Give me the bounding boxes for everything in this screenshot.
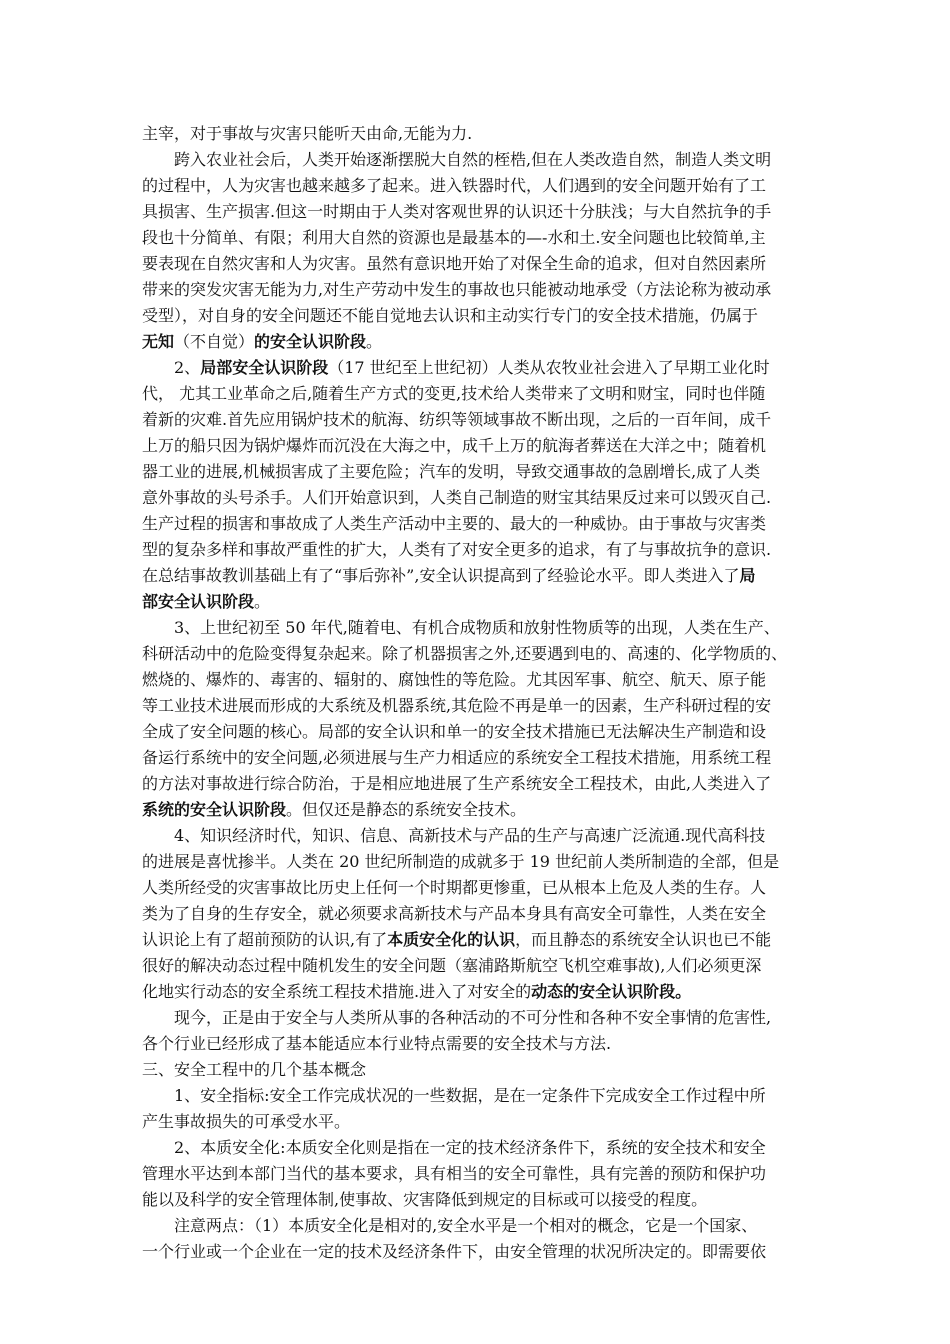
text-run: 器工业的进展,机械损害成了主要危险；汽车的发明，导致交通事故的急剧增长,成了人类	[142, 462, 761, 481]
text-line	[142, 953, 824, 979]
bold-text: 本质安全化的认识	[387, 930, 516, 949]
text-line	[142, 1161, 824, 1187]
text-run: 的进展是喜忧掺半。人类在 20 世纪所制造的成就多于 19 世纪前人类所制造的全部，但是	[142, 852, 780, 871]
text-run: 具损害、生产损害.但这一时期由于人类对客观世界的认识还十分肤浅；与大自然抗争的手	[142, 202, 772, 221]
text-line	[142, 667, 824, 693]
paragraph	[142, 1135, 824, 1213]
text-run: 型的复杂多样和事故严重性的扩大，人类有了对安全更多的追求，有了与事故抗争的意识.	[142, 540, 772, 559]
text-line	[142, 485, 824, 511]
text-run: 。但仅还是静态的系统安全技术。	[286, 800, 527, 819]
text-line	[142, 225, 824, 251]
text-line	[142, 433, 824, 459]
text-run: 产生事故损失的可承受水平。	[142, 1112, 351, 1131]
text-run: （17 世纪至上世纪初）人类从农牧业社会进入了早期工业化时	[328, 358, 770, 377]
text-line	[142, 875, 824, 901]
text-run: 认识论上有了超前预防的认识,有了	[142, 930, 388, 949]
text-line	[142, 303, 824, 329]
paragraph	[142, 147, 824, 355]
text-line	[142, 1083, 824, 1109]
text-run: 很好的解决动态过程中随机发生的安全问题（塞浦路斯航空飞机空难事故),人们必须更深	[142, 956, 762, 975]
text-line	[142, 589, 824, 615]
text-run: 的过程中，人为灾害也越来越多了起来。进入铁器时代，人们遇到的安全问题开始有了工	[142, 176, 767, 195]
text-line	[142, 407, 824, 433]
paragraph	[142, 1005, 824, 1057]
text-line	[142, 511, 824, 537]
text-run: 管理水平达到本部门当代的基本要求，具有相当的安全可靠性，具有完善的预防和保护功	[142, 1164, 767, 1183]
text-run: 备运行系统中的安全问题,必须进展与生产力相适应的系统安全工程技术措施，用系统工程	[142, 748, 772, 767]
text-line	[142, 1031, 824, 1057]
text-line	[142, 199, 824, 225]
text-run: 类为了自身的生存安全，就必须要求高新技术与产品本身具有高安全可靠性，人类在安全	[142, 904, 767, 923]
bold-text: 动态的安全认识阶段。	[531, 982, 692, 1001]
text-run: ，而且静态的系统安全认识也已不能	[515, 930, 772, 949]
text-run: 4、知识经济时代，知识、信息、高新技术与产品的生产与高速广泛流通.现代高科技	[174, 826, 766, 845]
text-line	[142, 979, 824, 1005]
text-run: 要表现在自然灾害和人为灾害。虽然有意识地开始了对保全生命的追求，但对自然因素所	[142, 254, 767, 273]
text-run: 注意两点：（1）本质安全化是相对的,安全水平是一个相对的概念，它是一个国家、	[174, 1216, 758, 1235]
text-line	[142, 1109, 824, 1135]
text-line	[142, 615, 824, 641]
text-run: 意外事故的头号杀手。人们开始意识到，人类自己制造的财宝其结果反过来可以毁灭自己.	[142, 488, 772, 507]
text-line	[142, 381, 824, 407]
text-line	[142, 563, 824, 589]
text-run: 在总结事故教训基础上有了“事后弥补”,安全认识提高到了经验论水平。即人类进入了	[142, 566, 740, 585]
text-line	[142, 771, 824, 797]
text-line	[142, 1005, 824, 1031]
paragraph	[142, 121, 824, 147]
document-body	[142, 121, 824, 1265]
text-line	[142, 277, 824, 303]
text-run: 跨入农业社会后，人类开始逐渐摆脱大自然的桎梏,但在人类改造自然，制造人类文明	[174, 150, 772, 169]
paragraph	[142, 355, 824, 615]
text-run: 一个行业或一个企业在一定的技术及经济条件下，由安全管理的状况所决定的。即需要依	[142, 1242, 767, 1261]
text-run: 带来的突发灾害无能为力,对生产劳动中发生的事故也只能被动地承受（方法论称为被动承	[142, 280, 772, 299]
text-run: 燃烧的、爆炸的、毒害的、辐射的、腐蚀性的等危险。尤其因军事、航空、航天、原子能	[142, 670, 767, 689]
text-run: 着新的灾难.首先应用锅炉技术的航海、纺织等领域事故不断出现，之后的一百年间，成千	[142, 410, 772, 429]
text-line	[142, 121, 824, 147]
paragraph	[142, 1057, 824, 1083]
text-line	[142, 693, 824, 719]
paragraph	[142, 823, 824, 1005]
text-run: （不自觉）	[174, 332, 255, 351]
text-line	[142, 251, 824, 277]
text-line	[142, 719, 824, 745]
bold-text: 局	[739, 566, 756, 585]
text-line	[142, 849, 824, 875]
text-run: 受型），对自身的安全问题还不能自觉地去认识和主动实行专门的安全技术措施，仍属于	[142, 306, 759, 325]
bold-text: 部安全认识阶段	[142, 592, 255, 611]
text-line	[142, 173, 824, 199]
text-line	[142, 329, 824, 355]
text-run: 人类所经受的灾害事故比历史上任何一个时期都更惨重，已从根本上危及人类的生存。人	[142, 878, 767, 897]
text-run: 2、本质安全化:本质安全化则是指在一定的技术经济条件下，系统的安全技术和安全	[174, 1138, 766, 1157]
bold-text: 局部安全认识阶段	[200, 358, 329, 377]
text-run: 能以及科学的安全管理体制,使事故、灾害降低到规定的目标或可以接受的程度。	[142, 1190, 708, 1209]
text-run: 段也十分简单、有限；利用大自然的资源也是最基本的—-水和土.安全问题也比较简单,主	[142, 228, 766, 247]
text-run: 。	[254, 592, 271, 611]
bold-text: 的安全认识阶段	[254, 332, 367, 351]
text-line	[142, 797, 824, 823]
text-run: 上万的船只因为锅炉爆炸而沉没在大海之中，成千上万的航海者葬送在大洋之中；随着机	[142, 436, 767, 455]
bold-text: 系统的安全认识阶段	[142, 800, 287, 819]
text-line	[142, 823, 824, 849]
bold-text: 无知	[142, 332, 175, 351]
text-run: 生产过程的损害和事故成了人类生产活动中主要的、最大的一种威协。由于事故与灾害类	[142, 514, 767, 533]
text-line	[142, 355, 824, 381]
text-run: 等工业技术进展而形成的大系统及机器系统,其危险不再是单一的因素，生产科研过程的安	[142, 696, 772, 715]
text-line	[142, 537, 824, 563]
text-line	[142, 459, 824, 485]
paragraph	[142, 1213, 824, 1265]
text-line	[142, 745, 824, 771]
text-line	[142, 147, 824, 173]
text-run: 现今，正是由于安全与人类所从事的各种活动的不可分性和各种不安全事情的危害性,	[174, 1008, 772, 1027]
paragraph	[142, 1083, 824, 1135]
text-run: 全成了安全问题的核心。局部的安全认识和单一的安全技术措施已无法解决生产制造和设	[142, 722, 767, 741]
text-line	[142, 1239, 824, 1265]
text-line	[142, 927, 824, 953]
text-line	[142, 1057, 824, 1083]
text-run: 科研活动中的危险变得复杂起来。除了机器损害之外,还要遇到电的、高速的、化学物质的、	[142, 644, 788, 663]
text-run: 三、安全工程中的几个基本概念	[142, 1060, 367, 1079]
text-line	[142, 1135, 824, 1161]
text-line	[142, 1213, 824, 1239]
text-line	[142, 1187, 824, 1213]
text-run: 2、	[174, 358, 201, 377]
text-run: 各个行业已经形成了基本能适应本行业特点需要的安全技术与方法.	[142, 1034, 612, 1053]
text-run: 3、上世纪初至 50 年代,随着电、有机合成物质和放射性物质等的出现，人类在生产、	[174, 618, 780, 637]
text-line	[142, 901, 824, 927]
text-run: 。	[366, 332, 383, 351]
text-run: 主宰，对于事故与灾害只能听天由命,无能为力.	[142, 124, 473, 143]
text-line	[142, 641, 824, 667]
text-run: 的方法对事故进行综合防治，于是相应地进展了生产系统安全工程技术，由此,人类进入了	[142, 774, 772, 793]
text-run: 代， 尤其工业革命之后,随着生产方式的变更,技术给人类带来了文明和财宝，同时也伴随	[142, 384, 766, 403]
text-run: 1、安全指标:安全工作完成状况的一些数据，是在一定条件下完成安全工作过程中所	[174, 1086, 766, 1105]
text-run: 化地实行动态的安全系统工程技术措施.进入了对安全的	[142, 982, 532, 1001]
paragraph	[142, 615, 824, 823]
